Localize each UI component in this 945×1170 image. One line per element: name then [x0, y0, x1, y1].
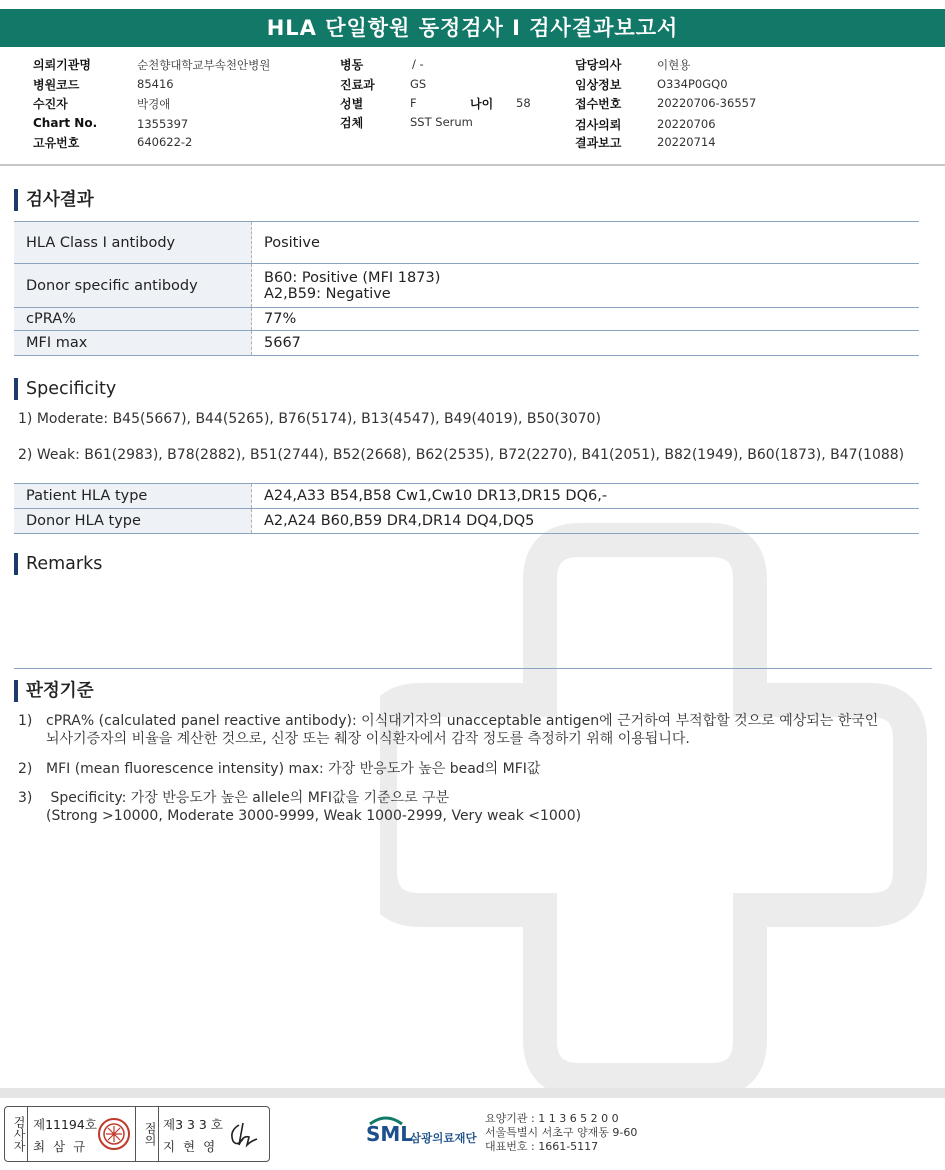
signature-icon [225, 1117, 263, 1151]
result-value: 77% [252, 308, 920, 331]
criteria-line: Specificity: 가장 반응도가 높은 allele의 MFI값을 기준으로 구분 [46, 790, 450, 806]
examiner-name: 최 삼 규 [33, 1139, 88, 1154]
logo-name: 삼광의료재단 [410, 1131, 477, 1145]
age-label: 나이 [470, 97, 494, 111]
table-row [14, 222, 919, 264]
hospital-code-label: 병원코드 [33, 78, 80, 92]
table-row [14, 509, 919, 534]
patient-info [0, 56, 945, 166]
hospital-code-value: 85416 [137, 77, 174, 91]
receipt-label: 접수번호 [575, 97, 622, 111]
result-value: 5667 [252, 331, 920, 356]
age-value: 58 [516, 96, 531, 110]
patient-label: 수진자 [33, 97, 68, 111]
doctor-value: 이현용 [657, 58, 691, 72]
request-label: 검사의뢰 [575, 118, 622, 132]
hla-key: Patient HLA type [14, 484, 252, 509]
results-table [14, 221, 919, 356]
criteria-line: MFI (mean fluorescence intensity) max: 가장 반응도가 높은 bead의 MFI값 [46, 761, 541, 777]
table-row [14, 484, 919, 509]
dept-label: 진료과 [340, 78, 375, 92]
criteria-line: 뇌사기증자의 비율을 계산한 것으로, 신장 또는 췌장 이식환자에서 감작 정도를 측정하기 위해 이용됩니다. [46, 731, 690, 747]
criteria-num: 3) [18, 790, 33, 806]
criteria-num: 1) [18, 713, 33, 729]
table-row [14, 264, 919, 308]
examiner-no: 제11194호 [33, 1117, 97, 1132]
table-row [14, 308, 919, 331]
hla-table [14, 483, 919, 534]
reviewer-no: 제3 3 3 호 [163, 1117, 223, 1132]
reviewer-name: 지 현 영 [163, 1139, 218, 1154]
remarks-title: Remarks [14, 553, 102, 575]
examiner-label: 검사자 [5, 1107, 28, 1161]
hla-value: A2,A24 B60,B59 DR4,DR14 DQ4,DQ5 [252, 509, 920, 534]
clinical-label: 임상정보 [575, 78, 622, 92]
institution-value: 순천향대학교부속천안병원 [137, 58, 271, 72]
address-line: 요양기관 : 1 1 3 6 5 2 0 0 [485, 1112, 619, 1125]
unique-value: 640622-2 [137, 135, 193, 149]
dsa-negative: A2,B59: Negative [264, 285, 391, 302]
criteria-title: 판정기준 [14, 680, 94, 702]
result-key: cPRA% [14, 308, 252, 331]
reviewer-label: 점의 [135, 1107, 159, 1161]
specificity-title: Specificity [14, 378, 116, 400]
header-divider [0, 164, 945, 166]
receipt-value: 20220706-36557 [657, 96, 757, 110]
specimen-label: 검체 [340, 116, 364, 130]
criteria-item [18, 712, 878, 748]
ward-label: 병동 [340, 58, 364, 72]
results-title: 검사결과 [14, 189, 94, 211]
seal-stamp-icon [97, 1117, 131, 1151]
table-row [14, 331, 919, 356]
footer-address [485, 1112, 637, 1154]
ward-value: / - [412, 57, 424, 71]
unique-label: 고유번호 [33, 136, 80, 150]
hla-key: Donor HLA type [14, 509, 252, 534]
dsa-positive: B60: Positive (MFI 1873) [264, 269, 441, 286]
dept-value: GS [410, 77, 427, 91]
criteria-line: cPRA% (calculated panel reactive antibody): 이식대기자의 unacceptable antigen에 근거하여 부적합할 것으로 예상되는 한국인 [46, 713, 879, 729]
chart-label: Chart No. [33, 116, 98, 130]
report-title: HLA 단일항원 동정검사 I 검사결과보고서 [0, 9, 945, 47]
doctor-label: 담당의사 [575, 58, 622, 72]
specimen-value: SST Serum [410, 115, 473, 129]
institution-label: 의뢰기관명 [33, 58, 91, 72]
report-date-value: 20220714 [657, 135, 716, 149]
patient-value: 박경애 [137, 97, 171, 111]
logo-text: SML [366, 1122, 414, 1146]
result-value: Positive [252, 222, 920, 264]
result-key: HLA Class I antibody [14, 222, 252, 264]
criteria-divider [14, 668, 932, 669]
result-key: MFI max [14, 331, 252, 356]
sex-value: F [410, 96, 417, 110]
address-line: 서울특별시 서초구 양재동 9-60 [485, 1126, 638, 1139]
criteria-item [18, 760, 540, 778]
specificity-weak: 2) Weak: B61(2983), B78(2882), B51(2744), B52(2668), B62(2535), B72(2270), B41(2051), B82(1949), B60(1873), B47(1088) [18, 447, 905, 463]
criteria-line: (Strong >10000, Moderate 3000-9999, Weak 1000-2999, Very weak <1000) [46, 808, 582, 824]
report-date-label: 결과보고 [575, 136, 622, 150]
footer-band [0, 1088, 945, 1098]
result-key: Donor specific antibody [14, 264, 252, 308]
result-value [252, 264, 920, 308]
sex-label: 성별 [340, 97, 364, 111]
criteria-item [18, 789, 581, 825]
signature-box [4, 1106, 270, 1162]
clinical-value: O334P0GQ0 [657, 77, 728, 91]
specificity-moderate: 1) Moderate: B45(5667), B44(5265), B76(5174), B13(4547), B49(4019), B50(3070) [18, 411, 601, 427]
criteria-num: 2) [18, 761, 33, 777]
chart-value: 1355397 [137, 117, 189, 131]
hla-value: A24,A33 B54,B58 Cw1,Cw10 DR13,DR15 DQ6,- [252, 484, 920, 509]
request-value: 20220706 [657, 117, 716, 131]
address-line: 대표번호 : 1661-5117 [485, 1140, 599, 1153]
